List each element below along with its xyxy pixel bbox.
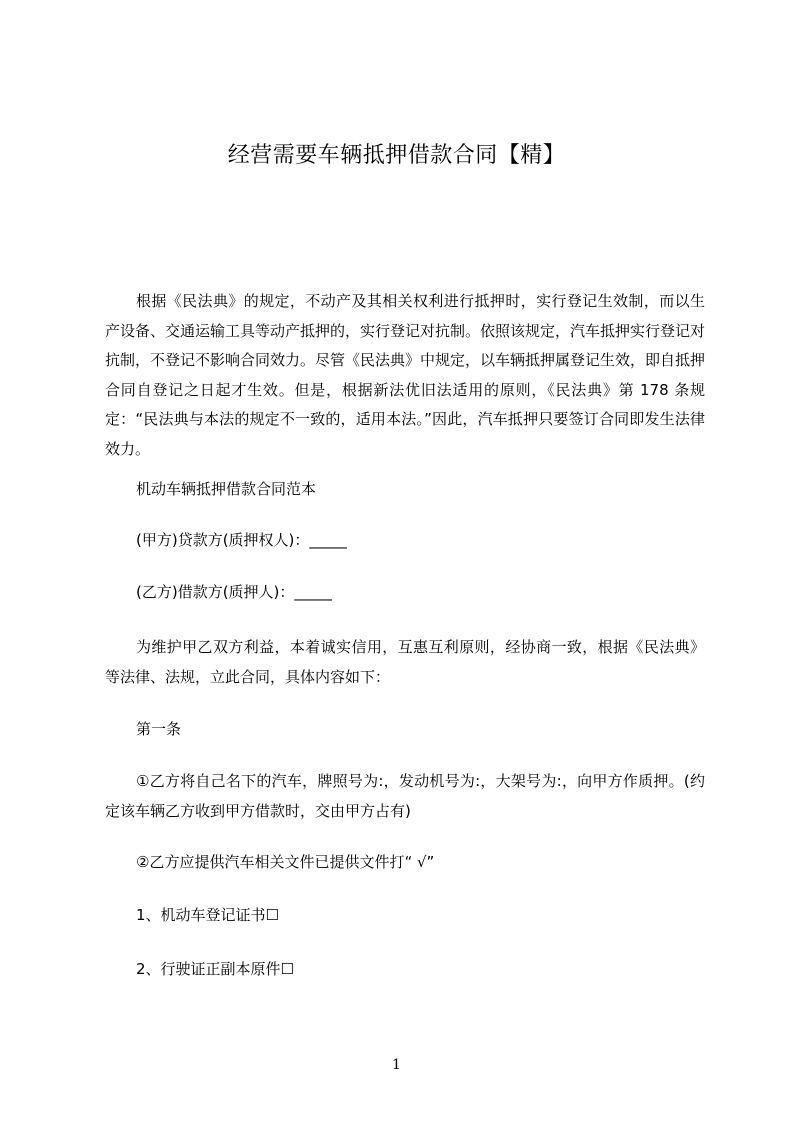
purpose-paragraph: 为维护甲乙双方利益，本着诚实信用，互惠互利原则，经协商一致，根据《民法典》等法律、法规，立此合同，具体内容如下：: [105, 638, 705, 686]
document-title: 经营需要车辆抵押借款合同【精】: [227, 143, 566, 168]
party-b-line: (乙方)借款方(质押人)：_____: [136, 583, 332, 601]
clause-1-paragraph: ①乙方将自己名下的汽车，牌照号为:，发动机号为:，大架号为:，向甲方作质押。(约定该车辆乙方收到甲方借款时，交由甲方占有): [105, 772, 705, 820]
article-1-heading: 第一条: [136, 720, 182, 738]
contract-heading: 机动车辆抵押借款合同范本: [136, 480, 317, 498]
clause-2-paragraph: ②乙方应提供汽车相关文件已提供文件打“ √”: [136, 853, 435, 871]
list-item-driving-license: 2、行驶证正副本原件☐: [136, 960, 294, 978]
party-a-line: (甲方)贷款方(质押权人)：_____: [136, 531, 347, 549]
list-item-registration-certificate: 1、机动车登记证书☐: [136, 906, 279, 924]
intro-paragraph: 根据《民法典》的规定，不动产及其相关权利进行抵押时，实行登记生效制，而以生产设备、交通运输工具等动产抵押的，实行登记对抗制。依照该规定，汽车抵押实行登记对抗制，不登记不影响合同效力。尽管《民法典》中规定，以车辆抵押属登记生效，即自抵押合同自登记之日起才生效。但是，根据新法优旧法适用的原则，《民法典》第 178 条规定：“民法典与本法的规定不一致的，适用本法。”因此，汽车抵押只要签订合同即发生法律效力。: [105, 292, 706, 458]
page-number: 1: [392, 1057, 401, 1073]
